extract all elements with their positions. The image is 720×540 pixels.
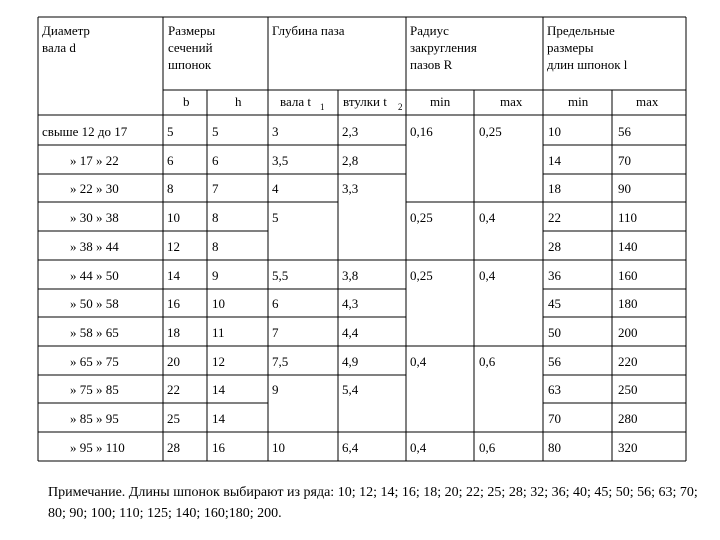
cell-l-max: 90 xyxy=(618,181,631,196)
cell-r-max: 0,4 xyxy=(479,210,496,225)
cell-l-min: 14 xyxy=(548,153,561,168)
cell-t2: 5,4 xyxy=(342,382,359,397)
cell-t1: 5,5 xyxy=(272,268,289,283)
cell-t1: 10 xyxy=(272,440,285,455)
cell-l-max: 280 xyxy=(618,411,638,426)
cell-l-max: 110 xyxy=(618,210,638,225)
cell-l-min: 80 xyxy=(548,440,561,455)
cell-t1: 7,5 xyxy=(272,354,289,369)
table-cells xyxy=(42,23,659,455)
header-key-section: шпонок xyxy=(168,57,212,72)
header-key-length: длин шпонок l xyxy=(547,57,628,72)
cell-b: 14 xyxy=(167,268,180,283)
cell-l-max: 160 xyxy=(618,268,638,283)
cell-r-min: 0,25 xyxy=(410,268,433,283)
cell-h: 14 xyxy=(212,411,225,426)
header-hub-depth-sub: 2 xyxy=(398,102,403,112)
header-key-section: сечений xyxy=(168,40,213,55)
cell-l-max: 140 xyxy=(618,239,638,254)
cell-b: 20 xyxy=(167,354,180,369)
cell-diameter: » 30 » 38 xyxy=(70,210,119,225)
cell-h: 5 xyxy=(212,124,219,139)
cell-t1: 4 xyxy=(272,181,279,196)
header-key-length: размеры xyxy=(547,40,594,55)
cell-diameter: » 44 » 50 xyxy=(70,268,119,283)
header-r-max: max xyxy=(500,94,523,109)
header-key-length: Предельные xyxy=(547,23,615,38)
header-slot-radius: Радиус xyxy=(410,23,449,38)
cell-b: 28 xyxy=(167,440,180,455)
cell-diameter: » 95 » 110 xyxy=(70,440,125,455)
cell-b: 16 xyxy=(167,296,180,311)
cell-r-min: 0,25 xyxy=(410,210,433,225)
cell-diameter: » 58 » 65 xyxy=(70,325,119,340)
cell-t1: 6 xyxy=(272,296,279,311)
cell-l-min: 45 xyxy=(548,296,561,311)
cell-diameter: » 85 » 95 xyxy=(70,411,119,426)
header-shaft-depth: вала t xyxy=(280,94,311,109)
cell-t2: 4,3 xyxy=(342,296,359,311)
header-slot-radius: закругления xyxy=(410,40,477,55)
cell-t1: 7 xyxy=(272,325,279,340)
cell-h: 9 xyxy=(212,268,219,283)
cell-b: 18 xyxy=(167,325,180,340)
cell-t2: 3,3 xyxy=(342,181,359,196)
cell-l-max: 320 xyxy=(618,440,638,455)
cell-h: 14 xyxy=(212,382,225,397)
cell-l-max: 180 xyxy=(618,296,638,311)
cell-l-max: 200 xyxy=(618,325,638,340)
cell-l-min: 56 xyxy=(548,354,561,369)
cell-diameter: » 75 » 85 xyxy=(70,382,119,397)
cell-l-min: 18 xyxy=(548,181,561,196)
cell-diameter: » 38 » 44 xyxy=(70,239,119,254)
cell-b: 5 xyxy=(167,124,174,139)
header-l-max: max xyxy=(636,94,659,109)
cell-b: 6 xyxy=(167,153,174,168)
cell-t1: 9 xyxy=(272,382,279,397)
cell-b: 22 xyxy=(167,382,180,397)
cell-b: 25 xyxy=(167,411,180,426)
cell-r-max: 0,4 xyxy=(479,268,496,283)
cell-diameter: » 50 » 58 xyxy=(70,296,119,311)
cell-h: 10 xyxy=(212,296,225,311)
cell-b: 10 xyxy=(167,210,180,225)
cell-b: 12 xyxy=(167,239,180,254)
cell-t2: 4,4 xyxy=(342,325,359,340)
cell-l-max: 250 xyxy=(618,382,638,397)
cell-diameter: » 65 » 75 xyxy=(70,354,119,369)
header-shaft-depth-sub: 1 xyxy=(320,102,325,112)
cell-l-max: 56 xyxy=(618,124,631,139)
header-hub-depth: втулки t xyxy=(343,94,387,109)
cell-r-min: 0,16 xyxy=(410,124,433,139)
cell-l-min: 22 xyxy=(548,210,561,225)
header-slot-depth: Глубина паза xyxy=(272,23,345,38)
cell-h: 6 xyxy=(212,153,219,168)
cell-diameter: свыше 12 до 17 xyxy=(42,124,128,139)
cell-h: 12 xyxy=(212,354,225,369)
cell-l-max: 70 xyxy=(618,153,631,168)
cell-h: 11 xyxy=(212,325,225,340)
cell-r-max: 0,6 xyxy=(479,354,496,369)
cell-l-min: 70 xyxy=(548,411,561,426)
cell-t1: 3,5 xyxy=(272,153,289,168)
cell-h: 7 xyxy=(212,181,219,196)
header-l-min: min xyxy=(568,94,589,109)
cell-l-min: 10 xyxy=(548,124,561,139)
cell-t2: 4,9 xyxy=(342,354,359,369)
header-shaft-diameter: вала d xyxy=(42,40,76,55)
cell-l-min: 28 xyxy=(548,239,561,254)
cell-l-min: 50 xyxy=(548,325,561,340)
header-b: b xyxy=(183,94,190,109)
cell-h: 16 xyxy=(212,440,225,455)
cell-t2: 2,8 xyxy=(342,153,359,168)
cell-t2: 6,4 xyxy=(342,440,359,455)
cell-h: 8 xyxy=(212,239,219,254)
cell-l-max: 220 xyxy=(618,354,638,369)
cell-l-min: 63 xyxy=(548,382,561,397)
cell-t2: 3,8 xyxy=(342,268,359,283)
cell-r-max: 0,25 xyxy=(479,124,502,139)
table-grid xyxy=(38,17,686,461)
cell-diameter: » 22 » 30 xyxy=(70,181,119,196)
cell-t1: 3 xyxy=(272,124,279,139)
cell-diameter: » 17 » 22 xyxy=(70,153,119,168)
header-slot-radius: пазов R xyxy=(410,57,453,72)
cell-t1: 5 xyxy=(272,210,279,225)
cell-r-max: 0,6 xyxy=(479,440,496,455)
cell-h: 8 xyxy=(212,210,219,225)
cell-b: 8 xyxy=(167,181,174,196)
header-h: h xyxy=(235,94,242,109)
header-r-min: min xyxy=(430,94,451,109)
cell-t2: 2,3 xyxy=(342,124,359,139)
header-key-section: Размеры xyxy=(168,23,216,38)
cell-r-min: 0,4 xyxy=(410,354,427,369)
footnote: Примечание. Длины шпонок выбирают из ряда: 10; 12; 14; 16; 18; 20; 22; 25; 28; 32; 36; 40; 45; 50; 56; 63; 70; 80; 90; 100; 110; 125; 140; 160;180; 200. xyxy=(48,485,698,521)
header-shaft-diameter: Диаметр xyxy=(42,23,90,38)
cell-r-min: 0,4 xyxy=(410,440,427,455)
cell-l-min: 36 xyxy=(548,268,561,283)
